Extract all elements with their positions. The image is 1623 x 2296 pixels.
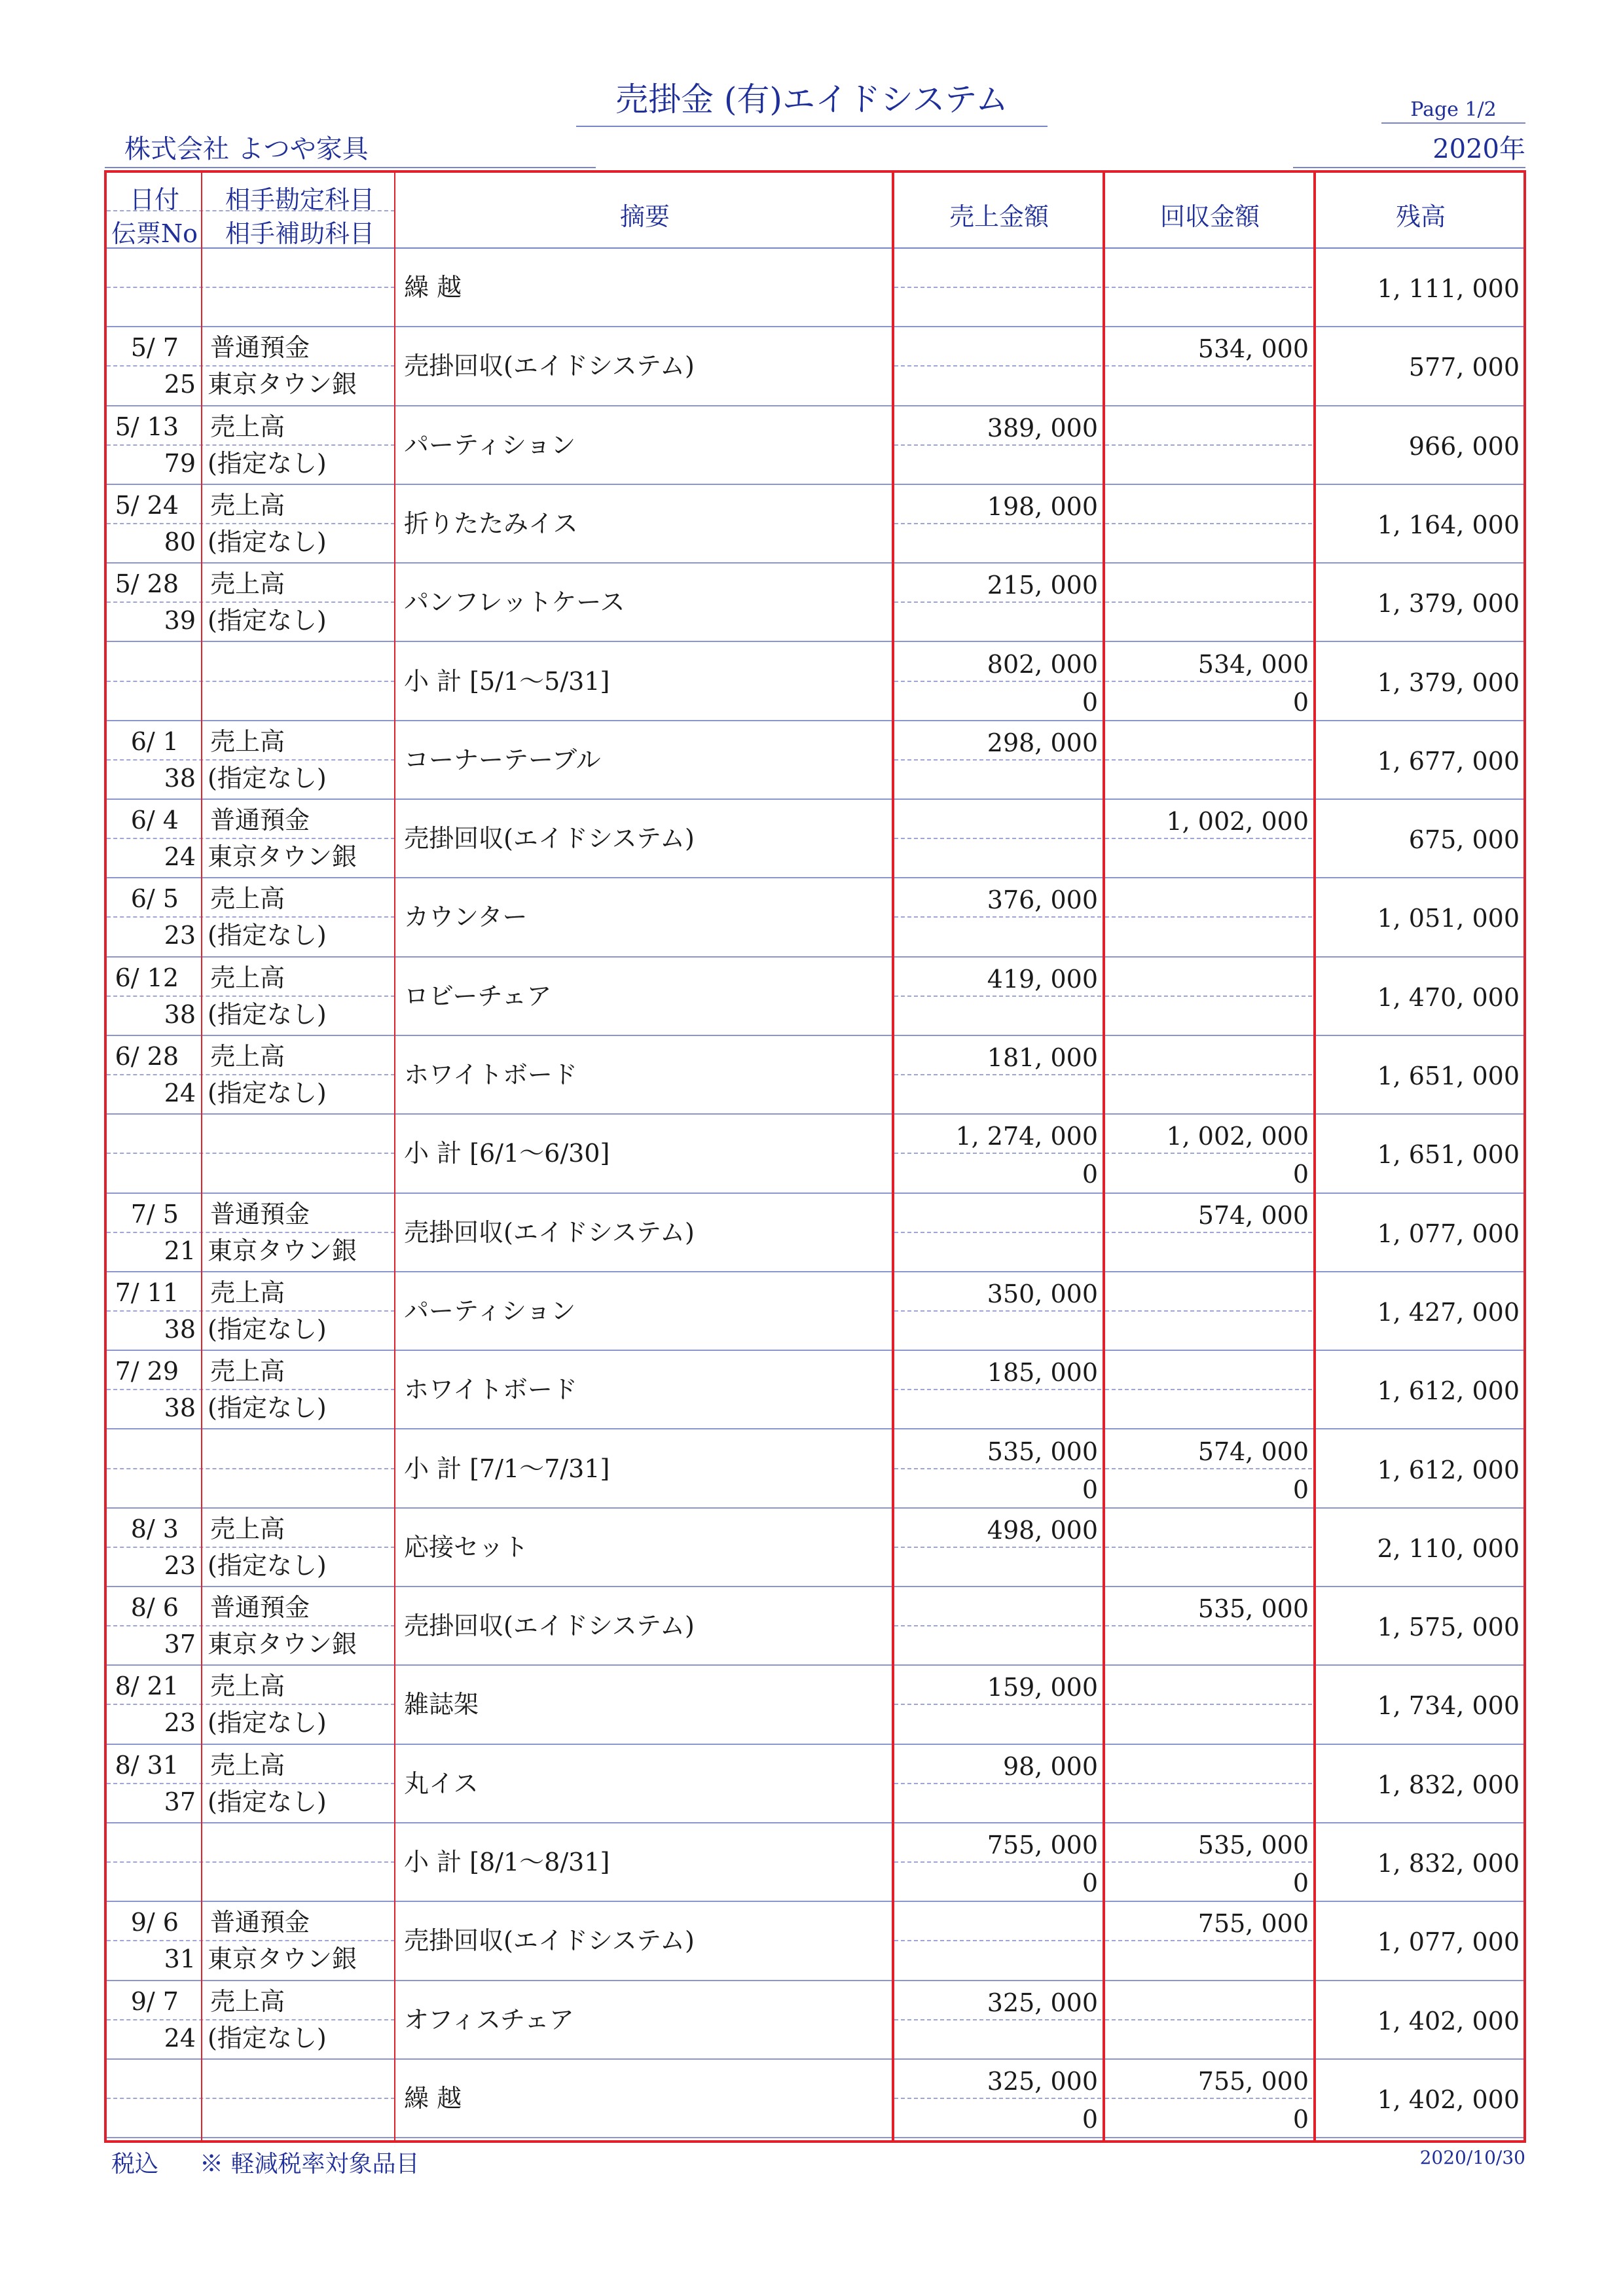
row-sales: 376, 000	[987, 886, 1098, 915]
row-voucher-no: 38	[164, 1314, 196, 1344]
row-account: 売上高	[210, 412, 285, 441]
row-balance: 1, 651, 000	[1377, 1062, 1520, 1090]
row-date: 7/ 29	[115, 1357, 179, 1386]
row-date: 5/ 28	[115, 569, 179, 599]
row-date: 6/ 5	[130, 884, 179, 914]
row-sales: 389, 000	[987, 413, 1098, 442]
header-account: 相手勘定科目	[225, 185, 374, 214]
row-summary: 売掛回収(エイドシステム)	[404, 1926, 695, 1956]
row-account: 売上高	[210, 1672, 285, 1701]
row-sales: 325, 000	[987, 2066, 1098, 2096]
table-row	[107, 1666, 1523, 1744]
row-date: 5/ 24	[115, 490, 179, 520]
row-balance: 577, 000	[1408, 353, 1520, 382]
row-voucher-no: 39	[164, 606, 196, 636]
row-voucher-no: 37	[164, 1787, 196, 1816]
row-collection-tax: 0	[1292, 1869, 1309, 1897]
row-summary: 応接セット	[404, 1532, 529, 1562]
table-row	[107, 406, 1523, 485]
row-balance: 675, 000	[1408, 825, 1520, 855]
row-subaccount: (指定なし)	[208, 763, 327, 793]
table-row	[107, 249, 1523, 327]
fiscal-year: 2020年	[1293, 128, 1525, 168]
row-voucher-no: 38	[164, 999, 196, 1029]
table-row	[107, 1587, 1523, 1666]
row-subaccount: 東京タウン銀	[208, 842, 357, 872]
row-date: 7/ 5	[130, 1199, 179, 1229]
header-subaccount: 相手補助科目	[225, 219, 374, 248]
row-balance: 1, 734, 000	[1377, 1691, 1520, 1721]
row-date: 7/ 11	[115, 1278, 179, 1307]
row-account: 売上高	[210, 490, 285, 520]
row-collection: 535, 000	[1197, 1594, 1309, 1624]
row-collection: 574, 000	[1197, 1437, 1309, 1466]
company-name: 株式会社 よつや家具	[105, 128, 596, 168]
row-balance: 966, 000	[1408, 431, 1520, 461]
row-balance: 1, 402, 000	[1377, 2006, 1520, 2036]
row-collection: 534, 000	[1197, 334, 1309, 364]
row-summary: ホワイトボード	[404, 1375, 577, 1405]
row-balance: 1, 575, 000	[1377, 1613, 1520, 1642]
row-subaccount: (指定なし)	[208, 1551, 327, 1580]
row-voucher-no: 79	[164, 448, 196, 478]
row-date: 5/ 7	[130, 333, 179, 363]
table-row	[107, 1509, 1523, 1587]
row-account: 普通預金	[210, 1593, 310, 1623]
row-summary: 売掛回収(エイドシステム)	[404, 1611, 695, 1641]
row-collection: 574, 000	[1197, 1200, 1309, 1230]
row-sales: 181, 000	[987, 1043, 1098, 1072]
row-balance: 2, 110, 000	[1377, 1534, 1520, 1563]
row-voucher-no: 21	[164, 1236, 196, 1265]
row-subaccount: 東京タウン銀	[208, 1236, 357, 1265]
table-row	[107, 327, 1523, 406]
row-date: 6/ 12	[115, 963, 179, 992]
row-subaccount: 東京タウン銀	[208, 370, 357, 399]
row-balance: 1, 470, 000	[1377, 982, 1520, 1012]
row-voucher-no: 80	[164, 527, 196, 556]
row-account: 普通預金	[210, 333, 310, 363]
row-account: 売上高	[210, 569, 285, 599]
table-row	[107, 564, 1523, 642]
header-date: 日付	[129, 185, 179, 214]
table-row	[107, 958, 1523, 1036]
page-number: Page 1/2	[1381, 98, 1525, 124]
row-balance: 1, 077, 000	[1377, 1928, 1520, 1957]
row-collection-tax: 0	[1292, 2104, 1309, 2134]
row-date: 8/ 31	[115, 1750, 179, 1780]
row-summary: 丸イス	[404, 1768, 479, 1798]
row-summary: 折りたたみイス	[404, 509, 578, 538]
row-voucher-no: 31	[164, 1945, 196, 1974]
row-voucher-no: 23	[164, 1551, 196, 1580]
row-balance: 1, 651, 000	[1377, 1140, 1520, 1170]
row-sales: 350, 000	[987, 1279, 1098, 1308]
row-collection-tax: 0	[1292, 1160, 1309, 1189]
row-summary: 繰 越	[404, 2083, 462, 2113]
row-balance: 1, 427, 000	[1377, 1297, 1520, 1327]
row-date: 5/ 13	[115, 412, 179, 441]
row-balance: 1, 379, 000	[1377, 668, 1520, 697]
row-sales-tax: 0	[1082, 2104, 1098, 2134]
row-sales: 755, 000	[987, 1831, 1098, 1859]
table-row	[107, 1194, 1523, 1272]
row-voucher-no: 38	[164, 1393, 196, 1423]
row-voucher-no: 38	[164, 763, 196, 793]
row-collection: 1, 002, 000	[1166, 1122, 1309, 1151]
table-row	[107, 1981, 1523, 2060]
row-sales: 535, 000	[987, 1437, 1098, 1466]
row-balance: 1, 402, 000	[1377, 2085, 1520, 2114]
row-date: 8/ 21	[115, 1672, 179, 1701]
row-subaccount: (指定なし)	[208, 1787, 327, 1816]
row-sales: 325, 000	[987, 1988, 1098, 2017]
row-account: 売上高	[210, 1357, 285, 1386]
row-account: 普通預金	[210, 1199, 310, 1229]
row-sales: 298, 000	[987, 728, 1098, 757]
table-row	[107, 1351, 1523, 1429]
row-sales-tax: 0	[1082, 1160, 1098, 1189]
row-summary: 小 計 [6/1～6/30]	[404, 1139, 610, 1168]
table-row	[107, 878, 1523, 957]
row-account: 売上高	[210, 1278, 285, 1307]
row-account: 普通預金	[210, 1908, 310, 1937]
row-account: 売上高	[210, 726, 285, 756]
row-sales: 185, 000	[987, 1358, 1098, 1388]
row-summary: 小 計 [5/1～5/31]	[404, 666, 610, 696]
row-subaccount: (指定なし)	[208, 2023, 327, 2053]
row-collection: 755, 000	[1197, 2066, 1309, 2096]
row-sales: 159, 000	[987, 1673, 1098, 1702]
row-voucher-no: 25	[164, 370, 196, 399]
row-subaccount: 東京タウン銀	[208, 1630, 357, 1659]
table-row	[107, 1272, 1523, 1351]
header-voucher-no: 伝票No	[111, 219, 198, 248]
row-balance: 1, 832, 000	[1377, 1849, 1520, 1878]
row-summary: 売掛回収(エイドシステム)	[404, 351, 695, 381]
row-balance: 1, 164, 000	[1377, 510, 1520, 539]
row-collection: 535, 000	[1197, 1831, 1309, 1859]
row-summary: パーティション	[404, 430, 576, 459]
row-balance: 1, 051, 000	[1377, 904, 1520, 933]
row-date: 6/ 28	[115, 1042, 179, 1071]
row-sales: 215, 000	[987, 571, 1098, 600]
row-subaccount: (指定なし)	[208, 448, 327, 478]
row-voucher-no: 24	[164, 2023, 196, 2053]
row-voucher-no: 23	[164, 921, 196, 950]
row-date: 6/ 4	[130, 806, 179, 835]
row-collection: 755, 000	[1197, 1909, 1309, 1939]
header-collection: 回収金額	[1159, 202, 1260, 231]
table-row	[107, 485, 1523, 564]
row-sales: 198, 000	[987, 492, 1098, 521]
row-date: 8/ 6	[130, 1593, 179, 1623]
row-balance: 1, 677, 000	[1377, 746, 1520, 776]
ledger-header	[107, 173, 1523, 249]
header-sales: 売上金額	[949, 202, 1049, 231]
row-sales: 802, 000	[987, 649, 1098, 679]
row-summary: パンフレットケース	[404, 588, 625, 617]
table-row	[107, 1823, 1523, 1902]
table-row	[107, 2060, 1523, 2138]
row-account: 売上高	[210, 1514, 285, 1543]
row-date: 9/ 6	[130, 1908, 179, 1937]
row-account: 売上高	[210, 1750, 285, 1780]
row-balance: 1, 832, 000	[1377, 1770, 1520, 1799]
row-subaccount: (指定なし)	[208, 527, 327, 556]
row-subaccount: (指定なし)	[208, 1393, 327, 1423]
row-summary: ロビーチェア	[404, 981, 552, 1011]
table-row	[107, 1430, 1523, 1509]
table-row	[107, 1902, 1523, 1981]
reduced-tax-note: ※ 軽減税率対象品目	[200, 2151, 420, 2178]
tax-label: 税込	[111, 2151, 159, 2178]
row-sales: 419, 000	[987, 964, 1098, 994]
row-voucher-no: 24	[164, 842, 196, 872]
document-title: 売掛金 (有)エイドシステム	[576, 73, 1048, 127]
row-sales: 1, 274, 000	[955, 1122, 1098, 1151]
row-account: 普通預金	[210, 806, 310, 835]
row-collection: 1, 002, 000	[1166, 807, 1309, 836]
row-summary: 雑誌架	[404, 1690, 479, 1719]
row-sales: 498, 000	[987, 1515, 1098, 1545]
row-balance: 1, 612, 000	[1377, 1455, 1520, 1484]
row-sales-tax: 0	[1082, 687, 1098, 717]
row-subaccount: (指定なし)	[208, 999, 327, 1029]
table-row	[107, 1115, 1523, 1193]
row-subaccount: (指定なし)	[208, 606, 327, 636]
row-voucher-no: 37	[164, 1630, 196, 1659]
row-summary: カウンター	[404, 903, 528, 932]
row-date: 9/ 7	[130, 1986, 179, 2016]
header-summary: 摘要	[619, 202, 670, 231]
table-row	[107, 800, 1523, 878]
row-balance: 1, 612, 000	[1377, 1376, 1520, 1406]
print-date: 2020/10/30	[1419, 2147, 1525, 2168]
row-summary: 繰 越	[404, 273, 462, 302]
row-sales: 98, 000	[1002, 1751, 1098, 1781]
row-summary: 売掛回収(エイドシステム)	[404, 1217, 695, 1247]
row-account: 売上高	[210, 963, 285, 992]
table-row	[107, 1036, 1523, 1115]
row-subaccount: (指定なし)	[208, 1708, 327, 1738]
table-row	[107, 643, 1523, 721]
row-subaccount: (指定なし)	[208, 1079, 327, 1107]
row-collection-tax: 0	[1292, 687, 1309, 717]
row-subaccount: 東京タウン銀	[208, 1945, 357, 1974]
row-summary: コーナーテーブル	[404, 745, 601, 774]
row-date: 6/ 1	[130, 726, 179, 756]
row-summary: 小 計 [7/1～7/31]	[404, 1454, 610, 1483]
row-account: 売上高	[210, 1986, 285, 2016]
ledger-table	[104, 170, 1526, 2143]
row-voucher-no: 23	[164, 1708, 196, 1738]
row-collection: 534, 000	[1197, 649, 1309, 679]
table-row	[107, 721, 1523, 800]
row-subaccount: (指定なし)	[208, 1314, 327, 1344]
row-account: 売上高	[210, 1042, 285, 1071]
row-balance: 1, 111, 000	[1377, 274, 1520, 303]
row-balance: 1, 077, 000	[1377, 1219, 1520, 1248]
row-account: 売上高	[210, 884, 285, 914]
row-summary: ホワイトボード	[404, 1060, 577, 1089]
header-balance: 残高	[1395, 202, 1446, 231]
row-sales-tax: 0	[1082, 1869, 1098, 1897]
row-subaccount: (指定なし)	[208, 921, 327, 950]
row-voucher-no: 24	[164, 1079, 196, 1107]
row-sales-tax: 0	[1082, 1475, 1098, 1504]
row-collection-tax: 0	[1292, 1475, 1309, 1504]
row-summary: 小 計 [8/1～8/31]	[404, 1848, 610, 1876]
row-summary: 売掛回収(エイドシステム)	[404, 824, 695, 853]
row-summary: オフィスチェア	[404, 2005, 574, 2034]
table-row	[107, 1745, 1523, 1823]
row-date: 8/ 3	[130, 1514, 179, 1543]
row-balance: 1, 379, 000	[1377, 589, 1520, 619]
row-summary: パーティション	[404, 1296, 576, 1325]
